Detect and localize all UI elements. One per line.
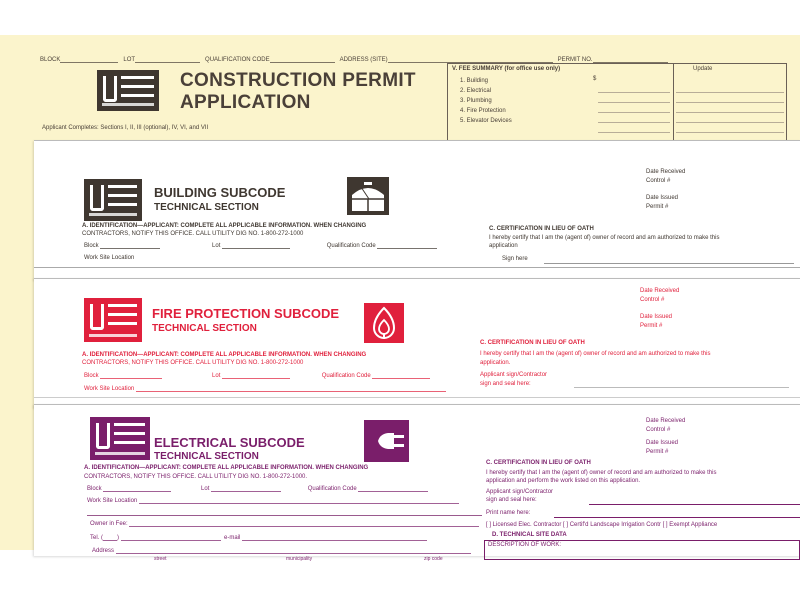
identification-line-1: A. IDENTIFICATION—APPLICANT: COMPLETE ALL APPLICABLE INFORMATION. WHEN CHANGING <box>82 223 367 229</box>
office-use-block <box>646 168 685 212</box>
fee-item: 5. Elevator Devices <box>460 118 512 124</box>
uniform-construction-code-logo <box>84 298 142 342</box>
qualification-code-field[interactable] <box>270 56 335 63</box>
office-use-block <box>646 417 685 457</box>
fee-item: 3. Plumbing <box>460 98 492 104</box>
page-title-line2: APPLICATION <box>180 92 311 113</box>
house-icon <box>347 177 389 215</box>
area-code-field[interactable] <box>103 534 117 541</box>
identification-line-2: CONTRACTORS, NOTIFY THIS OFFICE. CALL UTILITY DIG NO. 1-800-272-1000 <box>82 231 304 237</box>
technical-site-data-heading: D. TECHNICAL SITE DATA <box>492 532 567 538</box>
certification-heading: C. CERTIFICATION IN LIEU OF OATH <box>480 340 585 346</box>
block-lot-qual-row <box>87 485 428 492</box>
qualification-code-field[interactable] <box>358 485 428 492</box>
work-site-location-field[interactable] <box>136 385 446 392</box>
contractor-type-checkboxes[interactable]: [ ] Licensed Elec. Contractor [ ] Certif'd Landscape Irrigation Contr [ ] Exempt Appliance <box>486 522 718 528</box>
identification-line-2: CONTRACTORS, NOTIFY THIS OFFICE. CALL UTILITY DIG NO. 1-800-272-1000. <box>84 474 308 480</box>
fee-summary-divider <box>673 64 674 144</box>
top-fields-row <box>40 56 668 63</box>
block-lot-qual-row <box>84 242 437 249</box>
work-site-location-field[interactable] <box>139 497 459 504</box>
certification-text-2: application and perform the work listed on this application. <box>486 478 641 484</box>
block-label: Block <box>84 373 99 379</box>
certification-heading: C. CERTIFICATION IN LIEU OF OATH <box>486 460 591 466</box>
municipality-sublabel: municipality <box>286 556 313 562</box>
lot-label: LOT <box>123 57 136 63</box>
control-number-label: Control # <box>640 297 665 303</box>
address-label: ADDRESS (SITE) <box>339 57 388 63</box>
identification-line-1: A. IDENTIFICATION—APPLICANT: COMPLETE ALL APPLICABLE INFORMATION. WHEN CHANGING <box>82 352 367 358</box>
lot-field[interactable] <box>222 372 290 379</box>
signature-line[interactable] <box>589 504 800 505</box>
permit-no-label: PERMIT NO. <box>557 57 593 63</box>
section-subtitle: TECHNICAL SECTION <box>154 451 259 462</box>
certification-text-1: I hereby certify that I am the (agent of) owner of record and am authorized to make this <box>486 470 717 476</box>
section-subtitle: TECHNICAL SECTION <box>154 202 259 213</box>
work-site-location-label: Work Site Location <box>84 386 135 392</box>
certification-text-2: application <box>489 243 518 249</box>
block-lot-qual-row <box>84 372 430 379</box>
address-label: Address <box>92 548 115 554</box>
work-site-location-row <box>84 385 446 392</box>
print-name-field[interactable] <box>554 517 800 518</box>
tel-label: Tel. <box>90 535 100 541</box>
block-field[interactable] <box>100 372 162 379</box>
fee-summary-box <box>447 63 787 143</box>
sign-here-label: Sign here <box>502 256 528 262</box>
signature-line[interactable] <box>574 387 789 388</box>
electrical-subcode-sheet <box>34 404 800 562</box>
work-site-location-row <box>87 497 459 504</box>
uniform-construction-code-logo <box>84 179 142 221</box>
fee-summary-heading: V. FEE SUMMARY (for office use only) <box>452 66 561 72</box>
qualification-code-field[interactable] <box>377 242 437 249</box>
fee-amount-lines[interactable] <box>598 83 670 133</box>
work-site-location-label: Work Site Location <box>84 255 135 261</box>
address-field[interactable] <box>116 547 471 554</box>
block-field[interactable] <box>100 242 160 249</box>
block-field[interactable] <box>60 56 118 63</box>
sign-label-2: sign and seal here: <box>486 497 537 503</box>
address-row <box>92 547 471 554</box>
fee-item: 1. Building <box>460 78 489 84</box>
fee-item: 4. Fire Protection <box>460 108 506 114</box>
address-field[interactable] <box>388 56 553 63</box>
qualification-code-field[interactable] <box>372 372 430 379</box>
lot-field[interactable] <box>211 485 281 492</box>
phone-field[interactable] <box>121 534 221 541</box>
email-label: e-mail <box>224 535 241 541</box>
sign-label-1: Applicant sign/Contractor <box>486 489 554 495</box>
date-issued-label: Date Issued <box>646 195 679 201</box>
owner-row <box>90 520 479 527</box>
zip-code-sublabel: zip code <box>424 556 443 562</box>
fee-item: 2. Electrical <box>460 88 492 94</box>
lot-label: Lot <box>212 243 221 249</box>
lot-field[interactable] <box>222 242 290 249</box>
owner-in-fee-label: Owner in Fee: <box>90 521 128 527</box>
description-of-work-label: DESCRIPTION OF WORK: <box>488 542 562 548</box>
currency-symbol: $ <box>593 76 597 82</box>
divider <box>34 397 800 398</box>
flame-icon <box>364 303 404 343</box>
work-site-location-line-2[interactable] <box>87 515 482 516</box>
sign-label-1: Applicant sign/Contractor <box>480 372 548 378</box>
certification-heading: C. CERTIFICATION IN LIEU OF OATH <box>489 226 594 232</box>
section-title: FIRE PROTECTION SUBCODE <box>152 306 340 321</box>
date-issued-label: Date Issued <box>646 440 679 446</box>
page-title: CONSTRUCTION PERMIT <box>180 70 416 91</box>
block-label: Block <box>84 243 99 249</box>
uniform-construction-code-logo <box>97 70 159 111</box>
sign-label-2: sign and seal here: <box>480 381 531 387</box>
certification-text-2: application. <box>480 360 511 366</box>
control-number-label: Control # <box>646 178 671 184</box>
block-label: Block <box>87 486 102 492</box>
plug-icon <box>364 420 409 462</box>
block-label: BLOCK <box>40 57 61 63</box>
office-use-block <box>640 287 679 331</box>
fee-update-lines[interactable] <box>676 83 784 133</box>
block-field[interactable] <box>103 485 171 492</box>
permit-number-label: Permit # <box>640 323 663 329</box>
date-received-label: Date Received <box>640 288 680 294</box>
fee-items-list <box>460 76 512 126</box>
building-subcode-sheet <box>34 140 800 280</box>
section-title: ELECTRICAL SUBCODE <box>154 435 305 450</box>
date-issued-label: Date Issued <box>640 314 673 320</box>
section-title: BUILDING SUBCODE <box>154 185 286 200</box>
qualification-code-label: Qualification Code <box>321 373 371 379</box>
section-subtitle: TECHNICAL SECTION <box>152 323 257 334</box>
qualification-code-label: Qualification Code <box>307 486 357 492</box>
qualification-code-label: Qualification Code <box>326 243 376 249</box>
description-of-work-box[interactable] <box>484 540 800 560</box>
date-received-label: Date Received <box>646 418 686 424</box>
uniform-construction-code-logo <box>90 417 150 460</box>
identification-line-1: A. IDENTIFICATION—APPLICANT: COMPLETE ALL APPLICABLE INFORMATION. WHEN CHANGING <box>84 465 369 471</box>
owner-in-fee-field[interactable] <box>129 520 479 527</box>
qualification-code-label: QUALIFICATION CODE <box>205 57 270 63</box>
signature-line[interactable] <box>544 263 794 264</box>
applicant-instructions: Applicant Completes: Sections I, II, III (optional), IV, VI, and VII <box>42 125 209 131</box>
certification-text-1: I hereby certify that I am the (agent of) owner of record and am authorized to make this <box>480 351 711 357</box>
permit-number-label: Permit # <box>646 449 669 455</box>
email-field[interactable] <box>242 534 427 541</box>
tel-email-row: Tel. ( ) e-mail <box>90 534 427 541</box>
divider <box>34 267 800 268</box>
work-site-location-label: Work Site Location <box>87 498 138 504</box>
control-number-label: Control # <box>646 427 671 433</box>
fee-update-label: Update <box>693 66 713 72</box>
lot-label: Lot <box>212 373 221 379</box>
permit-no-field[interactable] <box>593 56 668 63</box>
permit-number-label: Permit # <box>646 204 669 210</box>
identification-line-2: CONTRACTORS, NOTIFY THIS OFFICE. CALL UTILITY DIG NO. 1-800-272-1000 <box>82 360 304 366</box>
fire-protection-subcode-sheet <box>34 278 800 408</box>
lot-label: Lot <box>201 486 210 492</box>
date-received-label: Date Received <box>646 169 686 175</box>
print-name-label: Print name here: <box>486 510 531 516</box>
lot-field[interactable] <box>135 56 200 63</box>
street-sublabel: street <box>154 556 167 562</box>
certification-text-1: I hereby certify that I am the (agent of) owner of record and am authorized to make this <box>489 235 720 241</box>
